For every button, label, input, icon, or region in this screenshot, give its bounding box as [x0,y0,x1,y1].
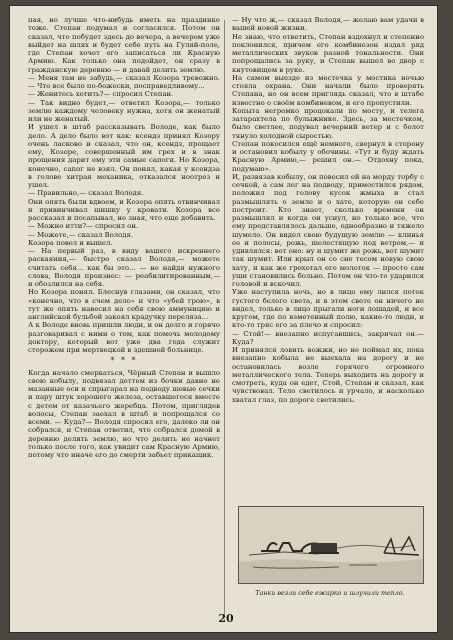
column-divider [224,20,225,615]
left-column [28,16,220,459]
magazine-page [10,6,437,632]
section-break: * * * [110,356,138,366]
left-column-text-continued: Когда начало смеркаться, Чёрный Степан и вышло свою кобылу, подвязал деттем из бочки давно не мазанные оси и спрыгарал на подводу шевые сечки и пару штук хорошего железа, оставшегося вместе с детем от казачьего жеребца. Потом, приглядев волосы, Степан заехал в штаб и попрощался со всеми. — Куда?— Володя спросил его, далеко ли он собрался, и Степан ответил, что собрался домой в деревню делить землю, но что делить не начнет только после того, как увидит сам Красную Армию, потому что иначе его до смерти забьет прикащик. [28,368,220,459]
horse-drawn-sleigh-illustration [238,506,424,584]
illustration-caption: Танки везли себе ежарко и шлучили тепло. [255,590,405,597]
right-column-text: — Ну что ж,— сказал Володя,— желаю вам удачи в вашей новой жизни. Не знаю, что ответить, Степан вздохнул и степенно поклонился, причем его комбинезон издал ряд металлических звуков разной тональности. Они попрощались за руку, и Степан вышел во двор с кнутовищем в руке. На самом выезде из местечка у мостика ночью стояла охрана. Они начали было проверять Степана, но он всем приглядь сказал, что в штабе известно о своём комбиневом, и его пропустили. Копыта негромко процокали по мосту, и телега затарахтела по булыжнике. Здесь, за местечком, было светлее, подувал вечерний ветер и с болот тянуло холодной сыростью. Степан покосился ещё немного, свернул в сторону и остановил кобылу у обочины. «Тут и буду ждать Красную Армию,— решил он.— Отдохну пока, подумаю». И, развязав кобылу, он повесил ей на морду торбу с сечкой, а сам лег на подводу, примостился рядом, положил под голову кусок жмыха и стал размышлять о земле и о хате, которую он себе построит. Кто знает, сколько времени он размышлял и когда он уснул, но только все, что ему представлялось дальше, однообразно и тяжело шумело. Он видел свою будущую землю — клинья ее и полосы, рожь, шелестящую под ветром,— и удивлялся: вот оно: ну и шумит же рожь, вот шумит так шумит. Или крыл он со сне тесом новую свою хату, и как же грохотал его молоток — просто сам уши становились больно. Потом он что-то ударился головой и вскочил. Уже наступила ночь, но в лицо ему лился поток густого белого света, и в этом свете он ничего не видел, только в лицо прыгали ноги лошадей, и все кругом, где по взметенный полю, какие-то люди, и кто-то тряс его за плечо и спросил: — Стой!— внезапно испугавшись, закричал он.— Куда? И принялся ловить вожжи, но не поймал их, пока внезапно кобыла не выехала на дорогу и не остановилась возле горячего огромного металлического тела. Теперь выходить на дорогу и смотреть, куда он едет, Стой, Степан и сказал, как чувствовал. Тело светилось и урчало, и насколько хватал глаз, по дороге светились. [232,16,424,404]
left-column-text: пая, но лучше что-нибудь иметь на праздинке тоже. Степан подумал и согласился. Потом он сказал, что побудет здесь до вечера, а вечером уже выйдет на шлях и будет себе путь на Гуляй-поле, где Степан хочет его записаться ли Красную Армию. Как только она подойдет, он сразу в гражданскую деревню — и давай делить землю. — Меня там не забудь,— сказал Козора тревожно.— Что все было по-божески, посправедливому... — Женитесь хотить?— спросил Степан. — Так видно будет,— ответил Козора,— только землю каждому человеку нужна, хотя он женатый или не женатый. И ушел в штаб рассказывать Володе, как было дело. А дело было вот как: ксендз принял Козору очень ласково и сказал, что он, ксендз, прощает ему, Козоре, совершенный им грех и в знак прощения дарит ему эти самые сапоги. Но Козора, конечно, сапог не взял. Он понял, какая у ксендза в голове хитрая механика, отказался ноотрез и ушел. — Правильно,— сказал Володя. Они опять были вдвоем, и Козора опять отвинчивал и привинчивал шишку у кровати. Козора все рассказал и посапывал, не зная, что еще добавить. — Можно итти?— спросил он. — Можете,— сказал Володя. Козора повел и вышел. — На первый раз, в виду вашего искреннего раскаяния,— быстро сказал Володя,— можете считать себя... как бы это... — не найдя нужного слова, Володя произнес: — реабилитированным,— и обозлился на себя. Но Козора понял. Блеснув глазами, он сказал, что «конечно, что в счем дело» и что «убей грою», в тут же опять навесил на себя свою аммуницию и английской бульбой закоял крадучку переляза... А к Володе вновь пришли люди, и он долго и горячо разговаривал с ними о том, как помочь молодому доктору, который вот уже два года служит сторожем при мертвецкой в здешней больнице. [28,16,220,354]
page-number: 20 [218,612,234,625]
right-column [232,16,424,404]
